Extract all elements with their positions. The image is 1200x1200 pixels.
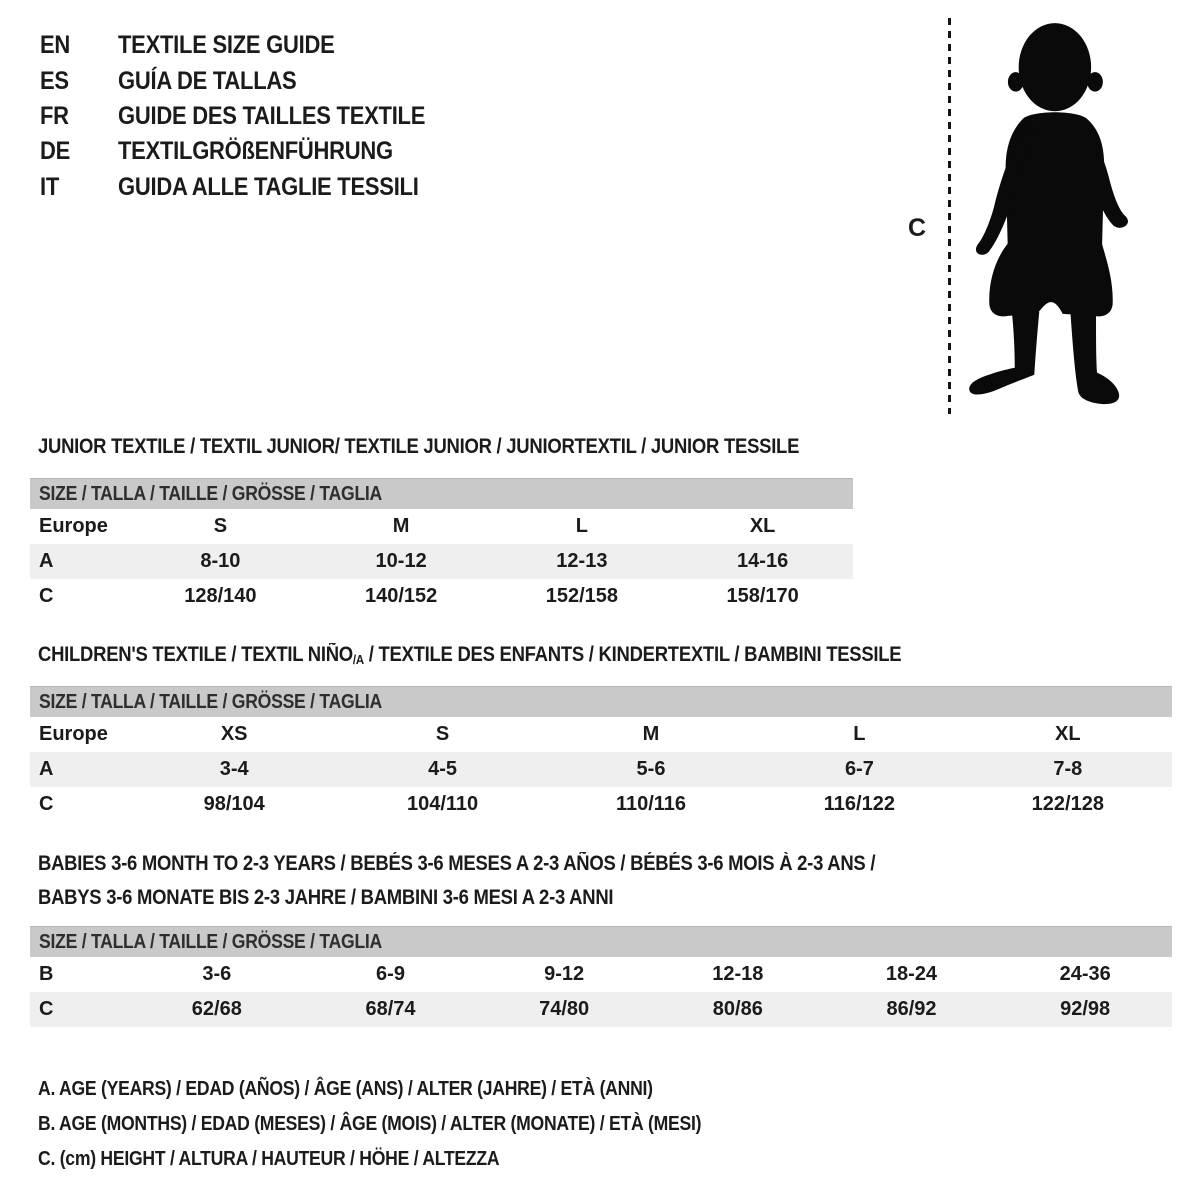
title-text: BABIES 3-6 MONTH TO 2-3 YEARS / BEBÉS 3-6 MESES A 2-3 AÑOS / BÉBÉS 3-6 MOIS À 2-3 ANS /: [38, 852, 876, 875]
table-cell: 122/128: [1031, 793, 1104, 815]
table-row: [30, 579, 853, 614]
section-title: [38, 638, 1172, 672]
row-label: A: [39, 758, 54, 780]
size-header-bar: [30, 478, 853, 509]
height-measure-line: [948, 18, 951, 414]
table-cell: 7-8: [1053, 758, 1083, 780]
size-header-bar: [30, 686, 1172, 717]
table-cell: 12-18: [712, 963, 764, 985]
toddler-silhouette-icon: [957, 16, 1143, 416]
table-cell: 9-12: [544, 963, 585, 985]
table-cell: 116/122: [823, 793, 895, 815]
title-text: JUNIOR TEXTILE / TEXTIL JUNIOR/ TEXTILE JUNIOR / JUNIORTEXTIL / JUNIOR TESSILE: [38, 435, 800, 458]
section-babies-textile: [30, 847, 1172, 1027]
row-label: C: [39, 585, 54, 607]
language-title: GUIDE DES TAILLES TEXTILE: [118, 101, 426, 130]
table-cell: 92/98: [1060, 998, 1111, 1020]
size-table: [30, 478, 853, 614]
language-row: [40, 99, 467, 134]
table-cell: XL: [1055, 723, 1081, 745]
table-cell: 12-13: [556, 550, 608, 572]
legend-line: B. AGE (MONTHS) / EDAD (MESES) / ÂGE (MOIS) / ALTER (MONATE) / ETÀ (MESI): [38, 1113, 702, 1135]
table-cell: 8-10: [200, 550, 241, 572]
language-title: GUIDA ALLE TAGLIE TESSILI: [118, 172, 419, 201]
table-cell: L: [575, 515, 588, 537]
table-row: [30, 957, 1172, 992]
table-cell: 86/92: [886, 998, 937, 1020]
table-cell: 140/152: [364, 585, 438, 607]
table-cell: 3-4: [219, 758, 249, 780]
table-cell: 3-6: [202, 963, 232, 985]
language-list: [40, 28, 467, 205]
row-label: Europe: [39, 723, 108, 745]
table-cell: 104/110: [406, 793, 479, 815]
size-header-label: SIZE / TALLA / TAILLE / GRÖSSE / TAGLIA: [39, 690, 383, 713]
language-code: EN: [40, 31, 71, 60]
language-code: FR: [40, 101, 69, 130]
section-title-line: [38, 847, 875, 881]
title-text: BABYS 3-6 MONATE BIS 2-3 JAHRE / BAMBINI 3-6 MESI A 2-3 ANNI: [38, 886, 614, 909]
table-cell: M: [642, 723, 660, 745]
size-table: [30, 686, 1172, 822]
table-cell: 110/116: [615, 793, 687, 815]
table-cell: L: [853, 723, 866, 745]
language-row: [40, 28, 467, 63]
table-cell: XS: [220, 723, 248, 745]
row-label: B: [39, 963, 54, 985]
language-row: [40, 170, 467, 205]
language-title: TEXTILGRÖßENFÜHRUNG: [118, 137, 393, 166]
table-cell: M: [392, 515, 410, 537]
row-label: C: [39, 793, 54, 815]
title-text: CHILDREN'S TEXTILE / TEXTIL NIÑO: [38, 643, 353, 666]
section-title: [38, 430, 853, 464]
table-cell: 158/170: [726, 585, 799, 607]
table-cell: 128/140: [184, 585, 257, 607]
table-cell: 5-6: [636, 758, 666, 780]
section-junior-textile: [30, 430, 853, 614]
table-cell: 4-5: [428, 758, 458, 780]
table-cell: 74/80: [539, 998, 590, 1020]
size-header-label: SIZE / TALLA / TAILLE / GRÖSSE / TAGLIA: [39, 930, 383, 953]
table-cell: 24-36: [1059, 963, 1111, 985]
row-label: Europe: [39, 515, 108, 537]
language-code: DE: [40, 137, 71, 166]
table-cell: 6-7: [844, 758, 874, 780]
table-row: [30, 717, 1172, 752]
language-row: [40, 63, 467, 98]
table-cell: 62/68: [191, 998, 242, 1020]
language-title: GUÍA DE TALLAS: [118, 66, 297, 95]
table-cell: S: [213, 515, 228, 537]
language-title: TEXTILE SIZE GUIDE: [118, 31, 335, 60]
table-cell: 18-24: [885, 963, 938, 985]
section-title-line: [38, 881, 613, 915]
table-cell: 98/104: [203, 793, 265, 815]
size-header-label: SIZE / TALLA / TAILLE / GRÖSSE / TAGLIA: [39, 482, 383, 505]
table-row: [30, 544, 853, 579]
section-title-line: [38, 638, 901, 672]
legend-line: A. AGE (YEARS) / EDAD (AÑOS) / ÂGE (ANS) / ALTER (JAHRE) / ETÀ (ANNI): [38, 1078, 653, 1100]
language-code: IT: [40, 172, 60, 201]
table-row: [30, 752, 1172, 787]
legend-line: C. (cm) HEIGHT / ALTURA / HAUTEUR / HÖHE / ALTEZZA: [38, 1148, 500, 1170]
title-subscript: /A: [352, 652, 364, 667]
size-table: [30, 926, 1172, 1027]
height-label: C: [908, 214, 927, 242]
row-label: C: [39, 998, 54, 1020]
table-cell: S: [435, 723, 450, 745]
size-header-bar: [30, 926, 1172, 957]
table-cell: XL: [749, 515, 776, 537]
legend: [38, 1072, 1200, 1177]
table-cell: 10-12: [375, 550, 427, 572]
language-row: [40, 134, 467, 169]
table-cell: 80/86: [712, 998, 763, 1020]
section-title-line: [38, 430, 799, 464]
table-cell: 6-9: [376, 963, 405, 985]
table-row: [30, 787, 1172, 822]
section-children-textile: [30, 638, 1172, 822]
language-code: ES: [40, 66, 69, 95]
table-row: [30, 992, 1172, 1027]
table-cell: 152/158: [545, 585, 619, 607]
table-row: [30, 509, 853, 544]
title-text: / TEXTILE DES ENFANTS / KINDERTEXTIL / BAMBINI TESSILE: [363, 643, 902, 666]
table-cell: 68/74: [365, 998, 416, 1020]
section-title: [38, 847, 1172, 915]
table-cell: 14-16: [737, 550, 789, 572]
row-label: A: [39, 550, 54, 572]
